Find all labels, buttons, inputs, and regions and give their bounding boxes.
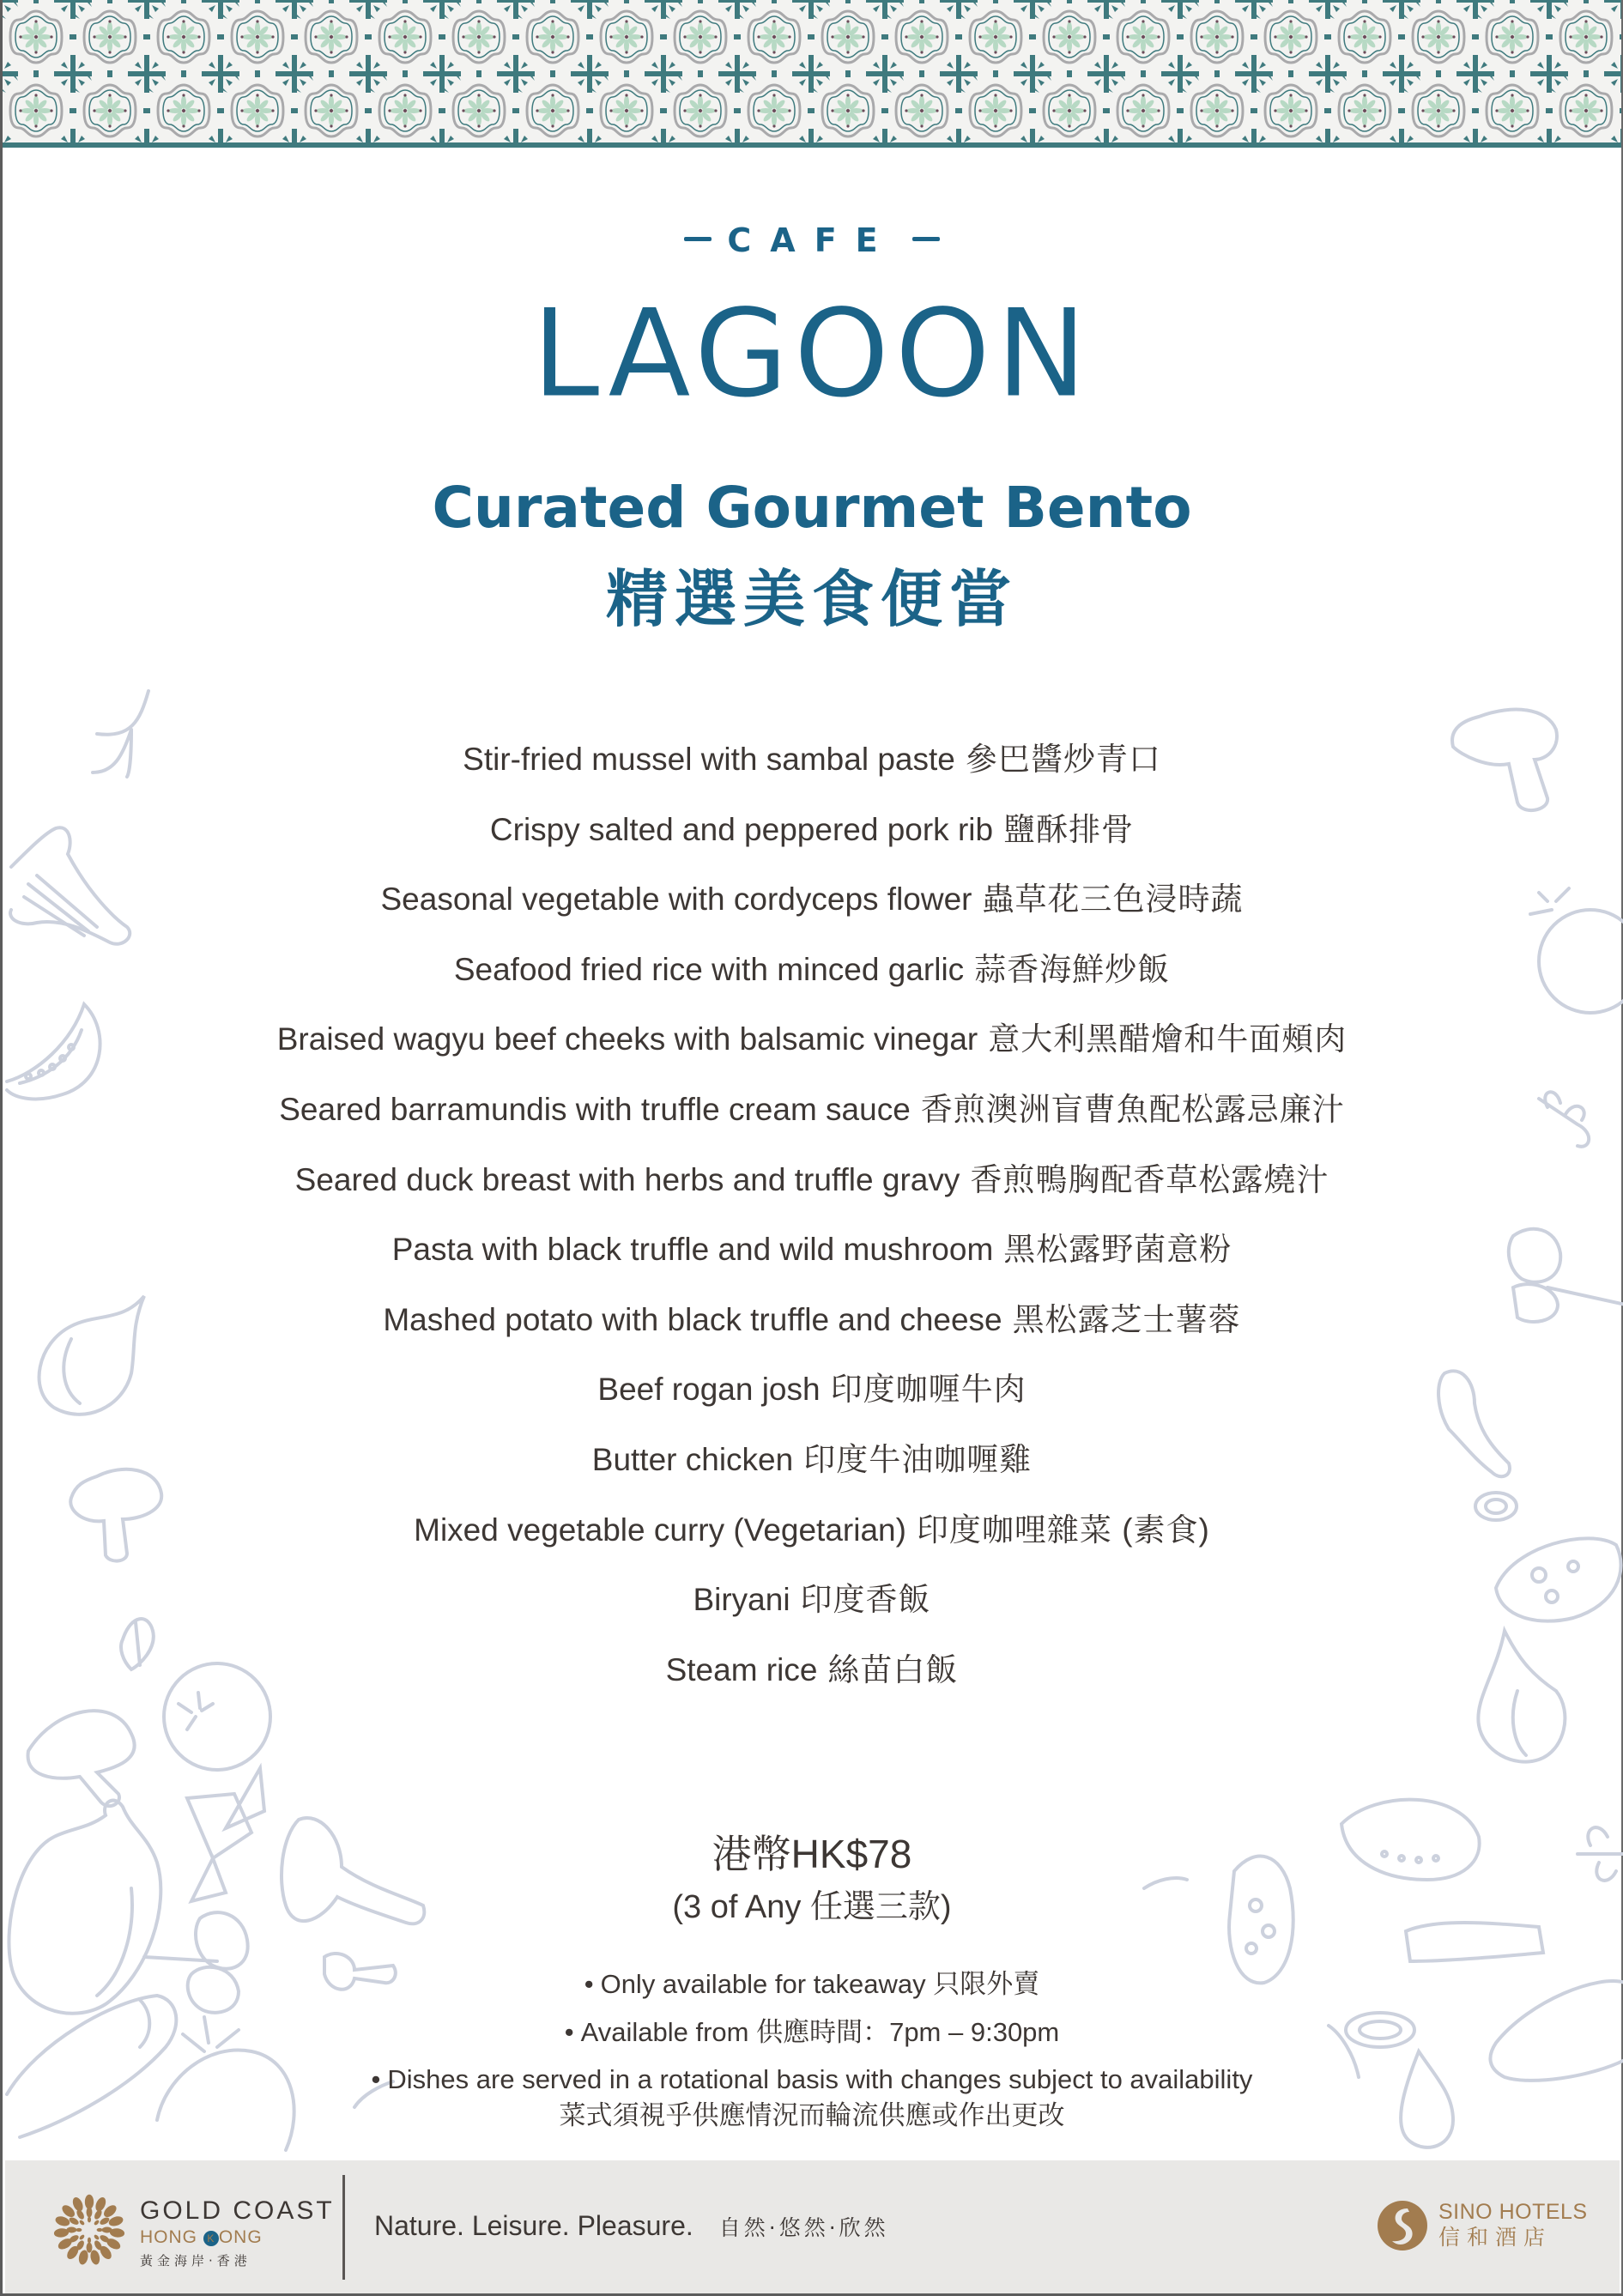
menu-item: Stir-fried mussel with sambal paste 參巴醬炒青口 bbox=[463, 742, 1161, 777]
tile-pattern-banner bbox=[3, 0, 1621, 148]
note-item: • Available from 供應時間：7pm – 9:30pm bbox=[564, 2017, 1060, 2047]
slogan: Nature. Leisure. Pleasure. 自然·悠然·欣然 bbox=[374, 2210, 889, 2241]
note-item: • Only available for takeaway 只限外賣 bbox=[584, 1969, 1040, 1999]
notes-list bbox=[3, 1960, 1621, 2134]
selection-note: (3 of Any 任選三款) bbox=[672, 1889, 952, 1925]
menu-item: Seafood fried rice with minced garlic 蒜香海鮮炒飯 bbox=[453, 951, 1171, 987]
menu-item: Seasonal vegetable with cordyceps flower 蟲草花三色浸時蔬 bbox=[380, 881, 1244, 918]
menu-title-zh: 精選美食便當 bbox=[605, 563, 1018, 635]
menu-item: Seared barramundis with truffle cream sauce 香煎澳洲盲曹魚配松露忌廉汁 bbox=[279, 1091, 1345, 1127]
menu-list bbox=[3, 736, 1621, 1717]
gold-coast-logo-text: GOLD COAST HONG K ONG 黃金海岸·香港 bbox=[140, 2196, 335, 2269]
dash-left-decoration bbox=[684, 237, 712, 241]
menu-item: Beef rogan josh 印度咖喱牛肉 bbox=[597, 1372, 1026, 1408]
pepper-strip-icon bbox=[1406, 1923, 1543, 1961]
menu-item: Mashed potato with black truffle and cheese 黑松露芝士薯蓉 bbox=[383, 1301, 1241, 1337]
gold-coast-sunburst-icon bbox=[52, 2193, 126, 2267]
hong-kong-k-badge-icon: K bbox=[203, 2231, 219, 2246]
sino-hotels-s-icon bbox=[1377, 2200, 1428, 2251]
menu-title-en: Curated Gourmet Bento bbox=[432, 475, 1192, 541]
cafe-label: CAFE bbox=[3, 221, 1621, 259]
bullet-icon: • bbox=[584, 1969, 594, 1999]
menu-item: Butter chicken 印度牛油咖喱雞 bbox=[591, 1441, 1033, 1477]
menu-item: Steam rice 絲苗白飯 bbox=[665, 1651, 959, 1687]
menu-item: Pasta with black truffle and wild mushroom 黑松露野菌意粉 bbox=[391, 1232, 1232, 1268]
brand-logo-lagoon: LAGOON bbox=[531, 283, 1093, 425]
footer-divider bbox=[342, 2175, 345, 2280]
note-item: • Dishes are served in a rotational basis with changes subject to availability 菜式須視乎供應情況而輪流供應或作出更改 bbox=[371, 2064, 1253, 2130]
price-label: 港幣HK$78 bbox=[712, 1832, 912, 1876]
dash-right-decoration bbox=[912, 237, 940, 241]
mushroom-icon bbox=[28, 1711, 135, 1806]
menu-item: Seared duck breast with herbs and truffle gravy 香煎鴨胸配香草松露燒汁 bbox=[294, 1161, 1329, 1197]
bullet-icon: • bbox=[564, 2017, 574, 2047]
footer-bar: GOLD COAST HONG K ONG 黃金海岸·香港 Nature. Leisure. Pleasure. 自然·悠然·欣然 SINO HOTELS 信和酒店 bbox=[5, 2160, 1620, 2293]
menu-item: Crispy salted and peppered pork rib 鹽酥排骨 bbox=[489, 811, 1135, 847]
menu-item: Mixed vegetable curry (Vegetarian) 印度咖哩雜菜 (素食) bbox=[414, 1511, 1210, 1548]
bullet-icon: • bbox=[371, 2064, 381, 2094]
menu-item: Biryani 印度香飯 bbox=[693, 1582, 931, 1618]
menu-item: Braised wagyu beef cheeks with balsamic vinegar 意大利黑醋燴和牛面頰肉 bbox=[276, 1021, 1347, 1057]
